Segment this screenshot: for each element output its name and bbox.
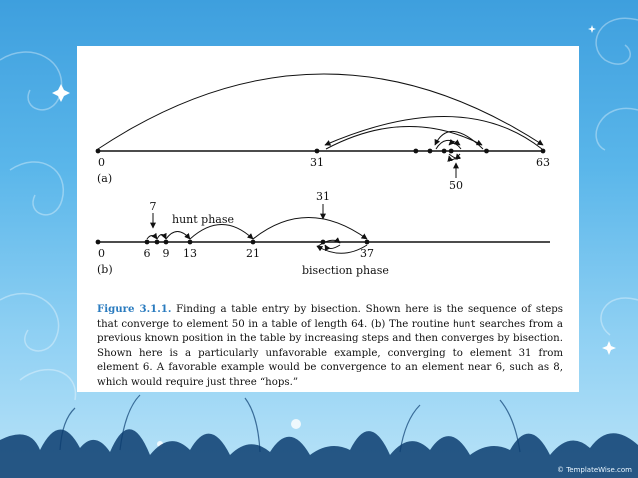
figure-caption	[97, 302, 563, 390]
part-b-tick-label-9: 9	[162, 247, 170, 260]
part-b-tick-label-6: 6	[143, 247, 151, 260]
part-b-probe-dot	[155, 240, 160, 245]
part-b-tick-dot-21	[251, 240, 256, 245]
bisection-phase-label: bisection phase	[302, 264, 389, 277]
part-b-tick-label-21: 21	[246, 247, 260, 260]
part-b-tick-dot-37	[365, 240, 370, 245]
part-b-tick-dot-0	[96, 240, 101, 245]
part-b-tick-label-13: 13	[183, 247, 197, 260]
part-b-tick-label-0: 0	[98, 247, 105, 260]
part-a-tick-label-31: 31	[309, 156, 324, 169]
part-a-arcs	[98, 74, 543, 149]
part-a-probe-dot	[413, 149, 418, 154]
hunt-phase-label: hunt phase	[172, 213, 235, 226]
part-a-probe-dot	[449, 149, 454, 154]
part-b-tick-dot-13	[188, 240, 193, 245]
part-a-tick-label-63: 63	[536, 156, 550, 169]
part-a-probe-dot	[484, 149, 489, 154]
caption-text-2: searches from a previous known position in the table by increasing steps and then converges by bisection. Shown here is a particularly unfavorable example, converging to element 31 from element 6. A favorable example would be convergence to an element near 6, such as 8, which would require just three “hops.”	[97, 318, 563, 388]
part-a-probe-dot	[442, 149, 447, 154]
swirl-ornament-right	[596, 18, 638, 335]
caption-code-hunt: hunt	[453, 318, 476, 330]
part-b-label: (b)	[97, 263, 113, 276]
slide-panel	[77, 46, 579, 392]
part-b-start-label: 7	[149, 200, 157, 213]
watermark: © TemplateWise.com	[556, 466, 632, 474]
swirl-ornament-left	[0, 52, 75, 400]
part-b-target-label: 31	[316, 190, 330, 203]
part-b-diagram	[96, 190, 550, 277]
part-a-tick-dot-63	[541, 149, 546, 154]
part-a-tick-dot-31	[315, 149, 320, 154]
part-a-label: (a)	[97, 172, 113, 185]
part-a-convergence-hooks	[449, 154, 460, 160]
part-b-tick-dot-6	[145, 240, 150, 245]
grass-silhouette	[0, 429, 638, 478]
part-a-probe-dot	[428, 149, 433, 154]
caption-text-1: Finding a table entry by bisection. Shown here is the sequence of steps that converge to element 50 in a table of length 64. (b) The routine	[97, 304, 563, 330]
bisection-diagram	[77, 46, 579, 294]
part-a-target-label: 50	[449, 179, 463, 192]
part-b-tick-label-37: 37	[360, 247, 374, 260]
part-a-tick-label-0: 0	[98, 156, 105, 169]
part-b-tick-dot-9	[164, 240, 169, 245]
part-a-diagram	[96, 74, 550, 192]
part-a-tick-dot-0	[96, 149, 101, 154]
figure-label: Figure 3.1.1.	[97, 303, 172, 315]
